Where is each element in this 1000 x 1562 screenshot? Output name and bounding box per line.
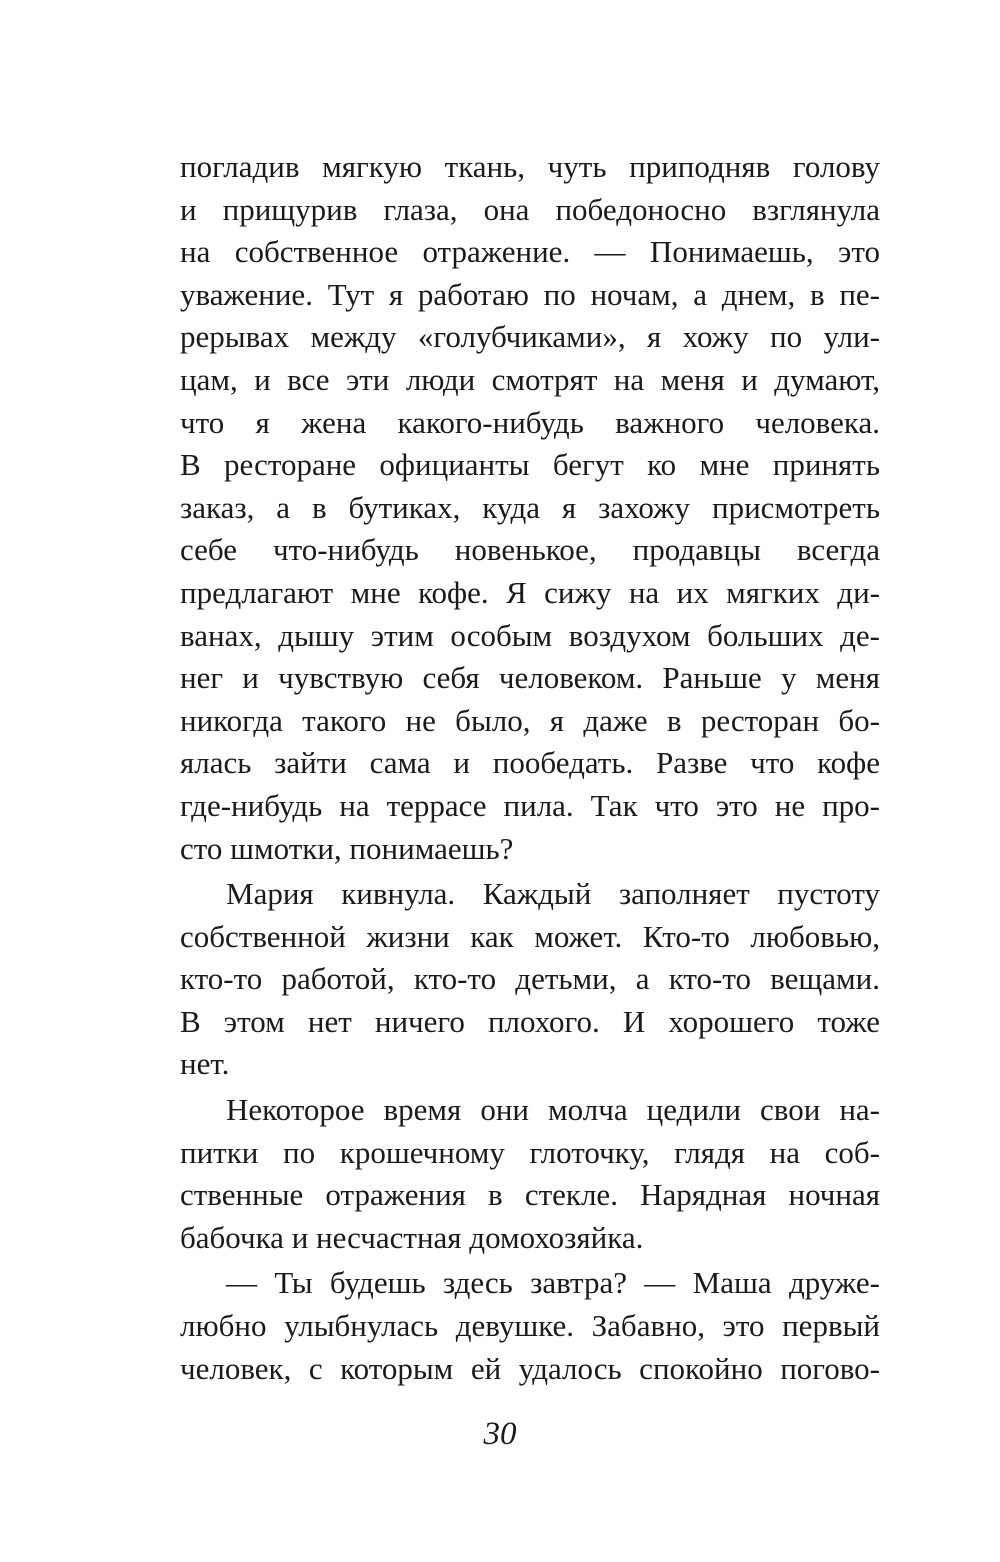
- text-line: кто-то работой, кто-то детьми, а кто-то вещами.: [180, 961, 880, 997]
- text-line: и прищурив глаза, она победоносно взглянула: [180, 191, 880, 227]
- text-line: ванах, дышу этим особым воздухом больших де-: [180, 617, 880, 653]
- text-line: цам, и все эти люди смотрят на меня и думают,: [180, 361, 880, 397]
- text-line: В этом нет ничего плохого. И хорошего тоже: [180, 1003, 880, 1039]
- text-line: рерывах между «голубчиками», я хожу по ули-: [180, 319, 880, 355]
- text-line: где-нибудь на террасе пила. Так что это не про-: [180, 787, 880, 823]
- text-line: никогда такого не было, я даже в ресторан бо-: [180, 702, 880, 738]
- text-line: сто шмотки, понимаешь?: [180, 830, 514, 866]
- text-line: бабочка и несчастная домохозяйка.: [180, 1219, 644, 1255]
- page-body-text: [180, 146, 880, 1390]
- page-number: 30: [483, 1416, 517, 1452]
- text-line: ственные отражения в стекле. Нарядная ночная: [180, 1177, 880, 1213]
- text-line: нет.: [180, 1046, 230, 1082]
- text-line: заказ, а в бутиках, куда я захожу присмотреть: [180, 489, 880, 525]
- text-line: Мария кивнула. Каждый заполняет пустоту: [226, 876, 880, 912]
- text-line: предлагают мне кофе. Я сижу на их мягких ди-: [180, 574, 880, 610]
- text-line: погладив мягкую ткань, чуть приподняв голову: [180, 149, 880, 184]
- text-line: питки по крошечному глоточку, глядя на соб-: [180, 1134, 880, 1170]
- text-line: собственной жизни как может. Кто-то любовью,: [180, 918, 880, 954]
- text-line: Некоторое время они молча цедили свои на-: [226, 1092, 880, 1128]
- text-line: нег и чувствую себя человеком. Раньше у меня: [180, 660, 880, 696]
- text-line: себе что-нибудь новенькое, продавцы всегда: [180, 532, 880, 568]
- text-line: человек, с которым ей удалось спокойно погово-: [180, 1350, 880, 1386]
- text-line: ялась зайти сама и пообедать. Разве что кофе: [180, 745, 880, 781]
- text-line: уважение. Тут я работаю по ночам, а днем, в пе-: [180, 276, 880, 312]
- text-line: любно улыбнулась девушке. Забавно, это первый: [180, 1308, 880, 1344]
- text-line: — Ты будешь здесь завтра? — Маша друже-: [226, 1265, 880, 1301]
- text-line: В ресторане официанты бегут ко мне принять: [180, 447, 880, 483]
- text-line: что я жена какого-нибудь важного человека.: [180, 404, 880, 440]
- text-line: на собственное отражение. — Понимаешь, это: [180, 234, 880, 270]
